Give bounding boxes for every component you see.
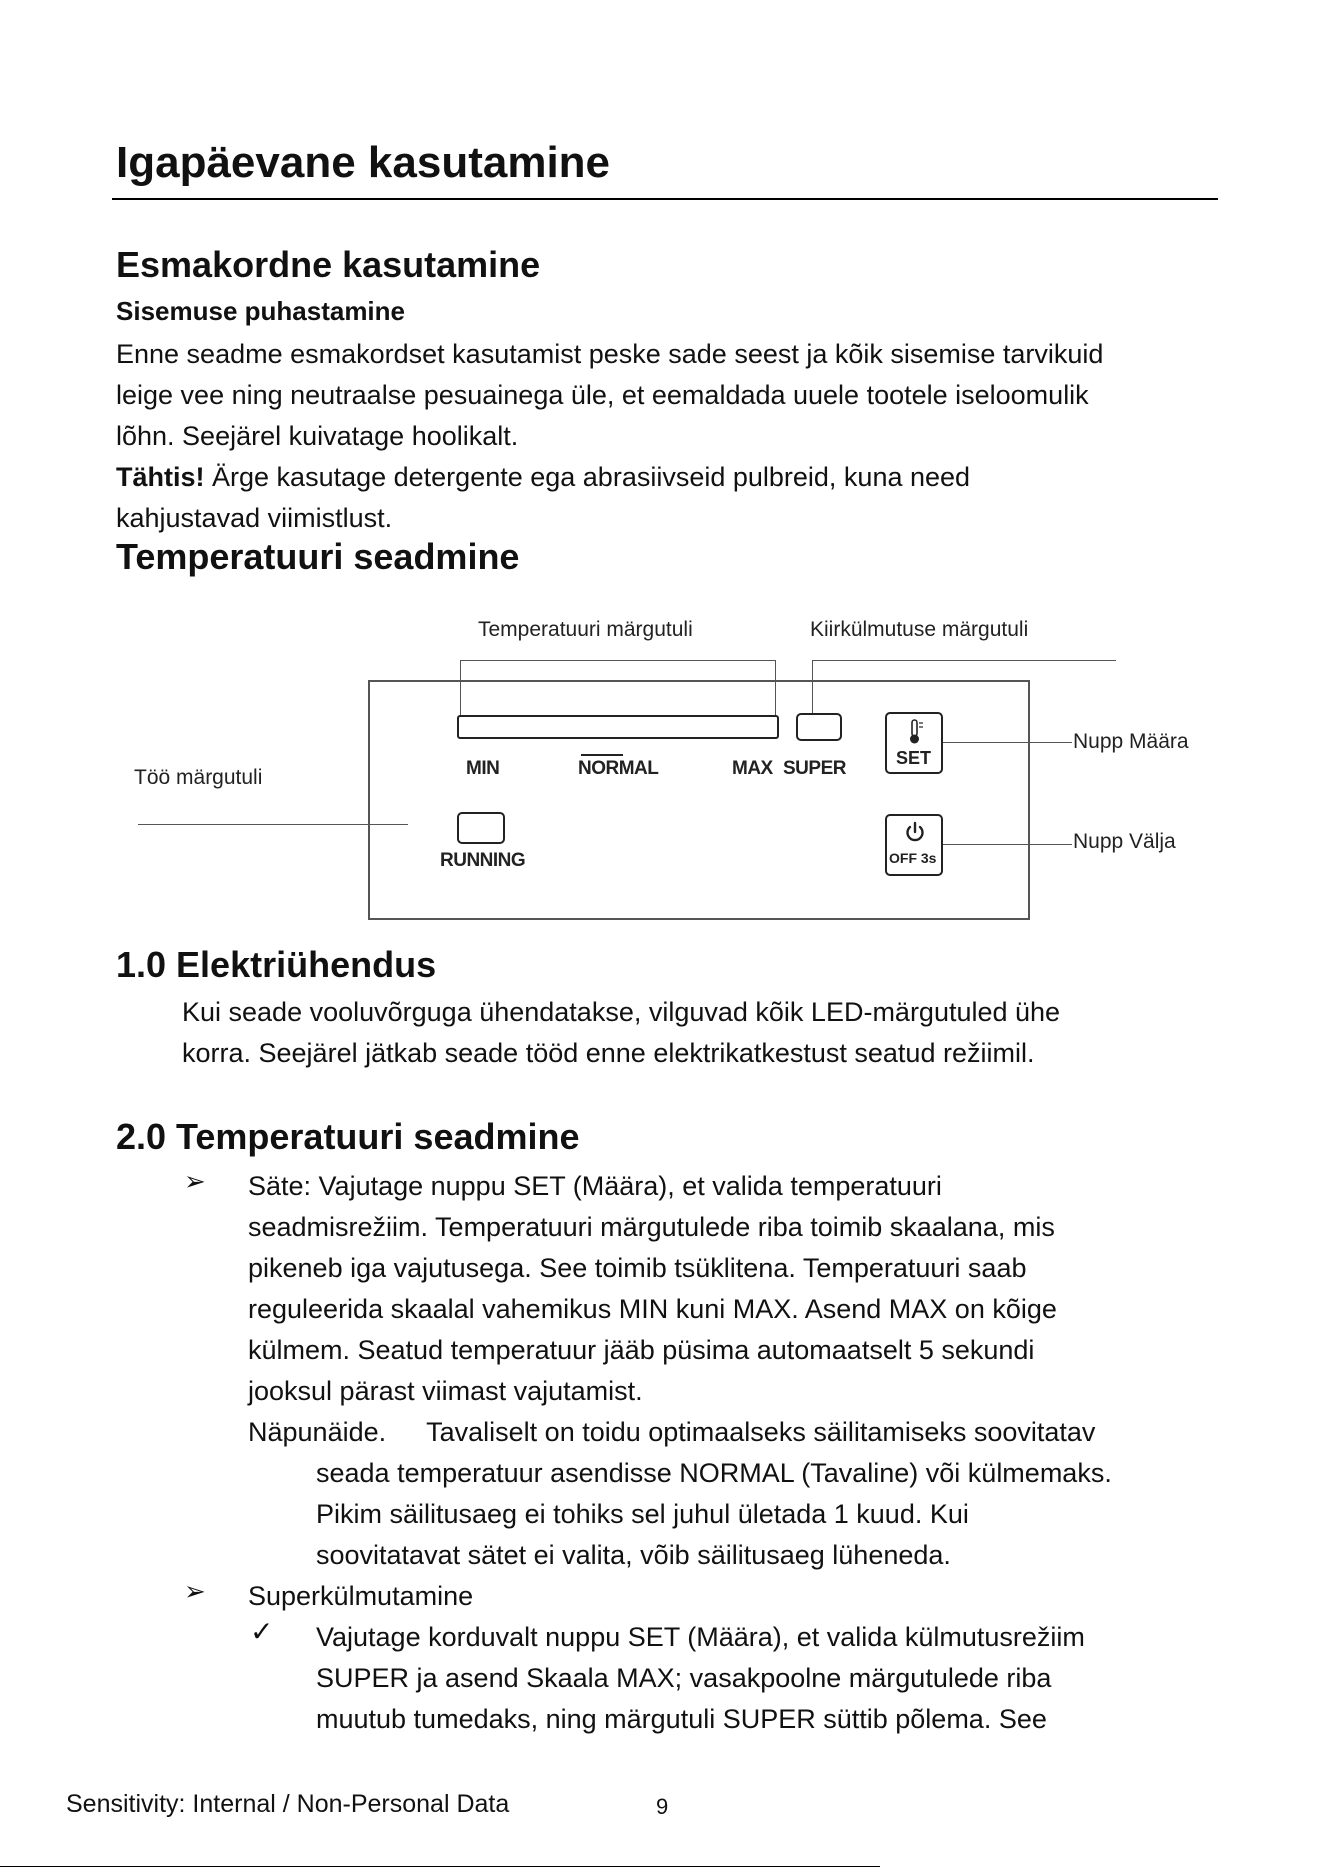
thermometer-icon	[905, 718, 925, 746]
paragraph-line: Enne seadme esmakordset kasutamist peske sade seest ja kõik sisemise tarvikuid	[116, 339, 1104, 369]
paragraph-line: muutub tumedaks, ning märgutuli SUPER süttib põlema. See	[316, 1704, 1047, 1734]
paragraph-line: korra. Seejärel jätkab seade tööd enne elektrikatkestust seatud režiimil.	[182, 1038, 1035, 1068]
set-button-label: SET	[896, 748, 932, 768]
running-indicator-light	[457, 812, 505, 844]
paragraph-line: soovitatavat sätet ei valita, võib säilitusaeg lüheneda.	[316, 1540, 951, 1570]
off-button-label: OFF 3s	[889, 850, 937, 866]
tip-label: Näpunäide.	[248, 1417, 387, 1447]
label-set-button: Nupp Määra	[1073, 730, 1189, 753]
sensitivity-label: Sensitivity: Internal / Non-Personal Data	[66, 1790, 510, 1818]
paragraph-line: reguleerida skaalal vahemikus MIN kuni MAX. Asend MAX on kõige	[248, 1294, 1057, 1324]
callout-line	[812, 660, 1116, 661]
important-label: Tähtis!	[116, 462, 205, 492]
tip-paragraph	[316, 1453, 1112, 1576]
paragraph-line: leige vee ning neutraalse pesuainega üle, et eemaldada uuele tootele iseloomulik	[116, 380, 1089, 410]
off-button[interactable]	[885, 814, 943, 876]
arrow-bullet-icon: ➢	[184, 1166, 206, 1196]
paragraph-line: Säte: Vajutage nuppu SET (Määra), et valida temperatuuri	[248, 1171, 942, 1201]
temperature-indicator-bar	[457, 715, 779, 739]
power-icon	[904, 821, 926, 843]
scale-normal: NORMAL	[578, 758, 659, 779]
title-divider	[112, 198, 1218, 200]
checkmark-icon: ✓	[250, 1616, 274, 1647]
electrical-connection-heading: 1.0 Elektriühendus	[116, 944, 437, 985]
cleaning-subheading: Sisemuse puhastamine	[116, 296, 405, 326]
setting-paragraph	[248, 1166, 1095, 1453]
scale-max: MAX	[732, 758, 773, 779]
running-label: RUNNING	[440, 850, 526, 871]
super-indicator-light	[796, 713, 842, 741]
electrical-connection-paragraph	[182, 992, 1060, 1074]
paragraph-line: Kui seade vooluvõrguga ühendatakse, vilguvad kõik LED-märgutuled ühe	[182, 997, 1061, 1027]
label-running-indicator: Töö märgutuli	[134, 766, 263, 789]
bottom-divider	[0, 1866, 880, 1867]
arrow-bullet-icon: ➢	[184, 1576, 206, 1606]
label-super-indicator: Kiirkülmutuse märgutuli	[810, 618, 1029, 641]
temp-setting-section-heading: 2.0 Temperatuuri seadmine	[116, 1116, 580, 1157]
paragraph-line: külmem. Seatud temperatuur jääb püsima automaatselt 5 sekundi	[248, 1335, 1035, 1365]
paragraph-line: Pikim säilitusaeg ei tohiks sel juhul ületada 1 kuud. Kui	[316, 1499, 969, 1529]
cleaning-paragraph	[116, 334, 1103, 539]
scale-min: MIN	[466, 758, 500, 779]
superfreeze-title: Superkülmutamine	[248, 1581, 474, 1611]
paragraph-line: seadmisrežiim. Temperatuuri märgutulede riba toimib skaalana, mis	[248, 1212, 1055, 1242]
callout-line	[460, 660, 776, 661]
paragraph-line: Tavaliselt on toidu optimaalseks säilitamiseks soovitatav	[426, 1417, 1096, 1447]
temp-setting-heading: Temperatuuri seadmine	[116, 536, 520, 577]
label-off-button: Nupp Välja	[1073, 830, 1176, 853]
paragraph-line: kahjustavad viimistlust.	[116, 503, 393, 533]
page-title: Igapäevane kasutamine	[116, 138, 611, 187]
paragraph-line: pikeneb iga vajutusega. See toimib tsüklitena. Temperatuuri saab	[248, 1253, 1027, 1283]
paragraph-line: SUPER ja asend Skaala MAX; vasakpoolne märgutulede riba	[316, 1663, 1052, 1693]
super-label: SUPER	[783, 758, 846, 779]
superfreeze-paragraph	[316, 1617, 1085, 1740]
set-button[interactable]	[885, 712, 943, 774]
normal-mark	[581, 754, 623, 756]
page-number: 9	[656, 1794, 669, 1819]
label-temp-indicator: Temperatuuri märgutuli	[478, 618, 693, 641]
paragraph-line: seada temperatuur asendisse NORMAL (Tavaline) või külmemaks.	[316, 1458, 1112, 1488]
paragraph-line: jooksul pärast viimast vajutamist.	[248, 1376, 643, 1406]
paragraph-line: lõhn. Seejärel kuivatage hoolikalt.	[116, 421, 519, 451]
paragraph-line: Ärge kasutage detergente ega abrasiivseid pulbreid, kuna need	[204, 462, 971, 492]
paragraph-line: Vajutage korduvalt nuppu SET (Määra), et valida külmutusrežiim	[316, 1622, 1085, 1652]
first-use-heading: Esmakordne kasutamine	[116, 244, 541, 285]
